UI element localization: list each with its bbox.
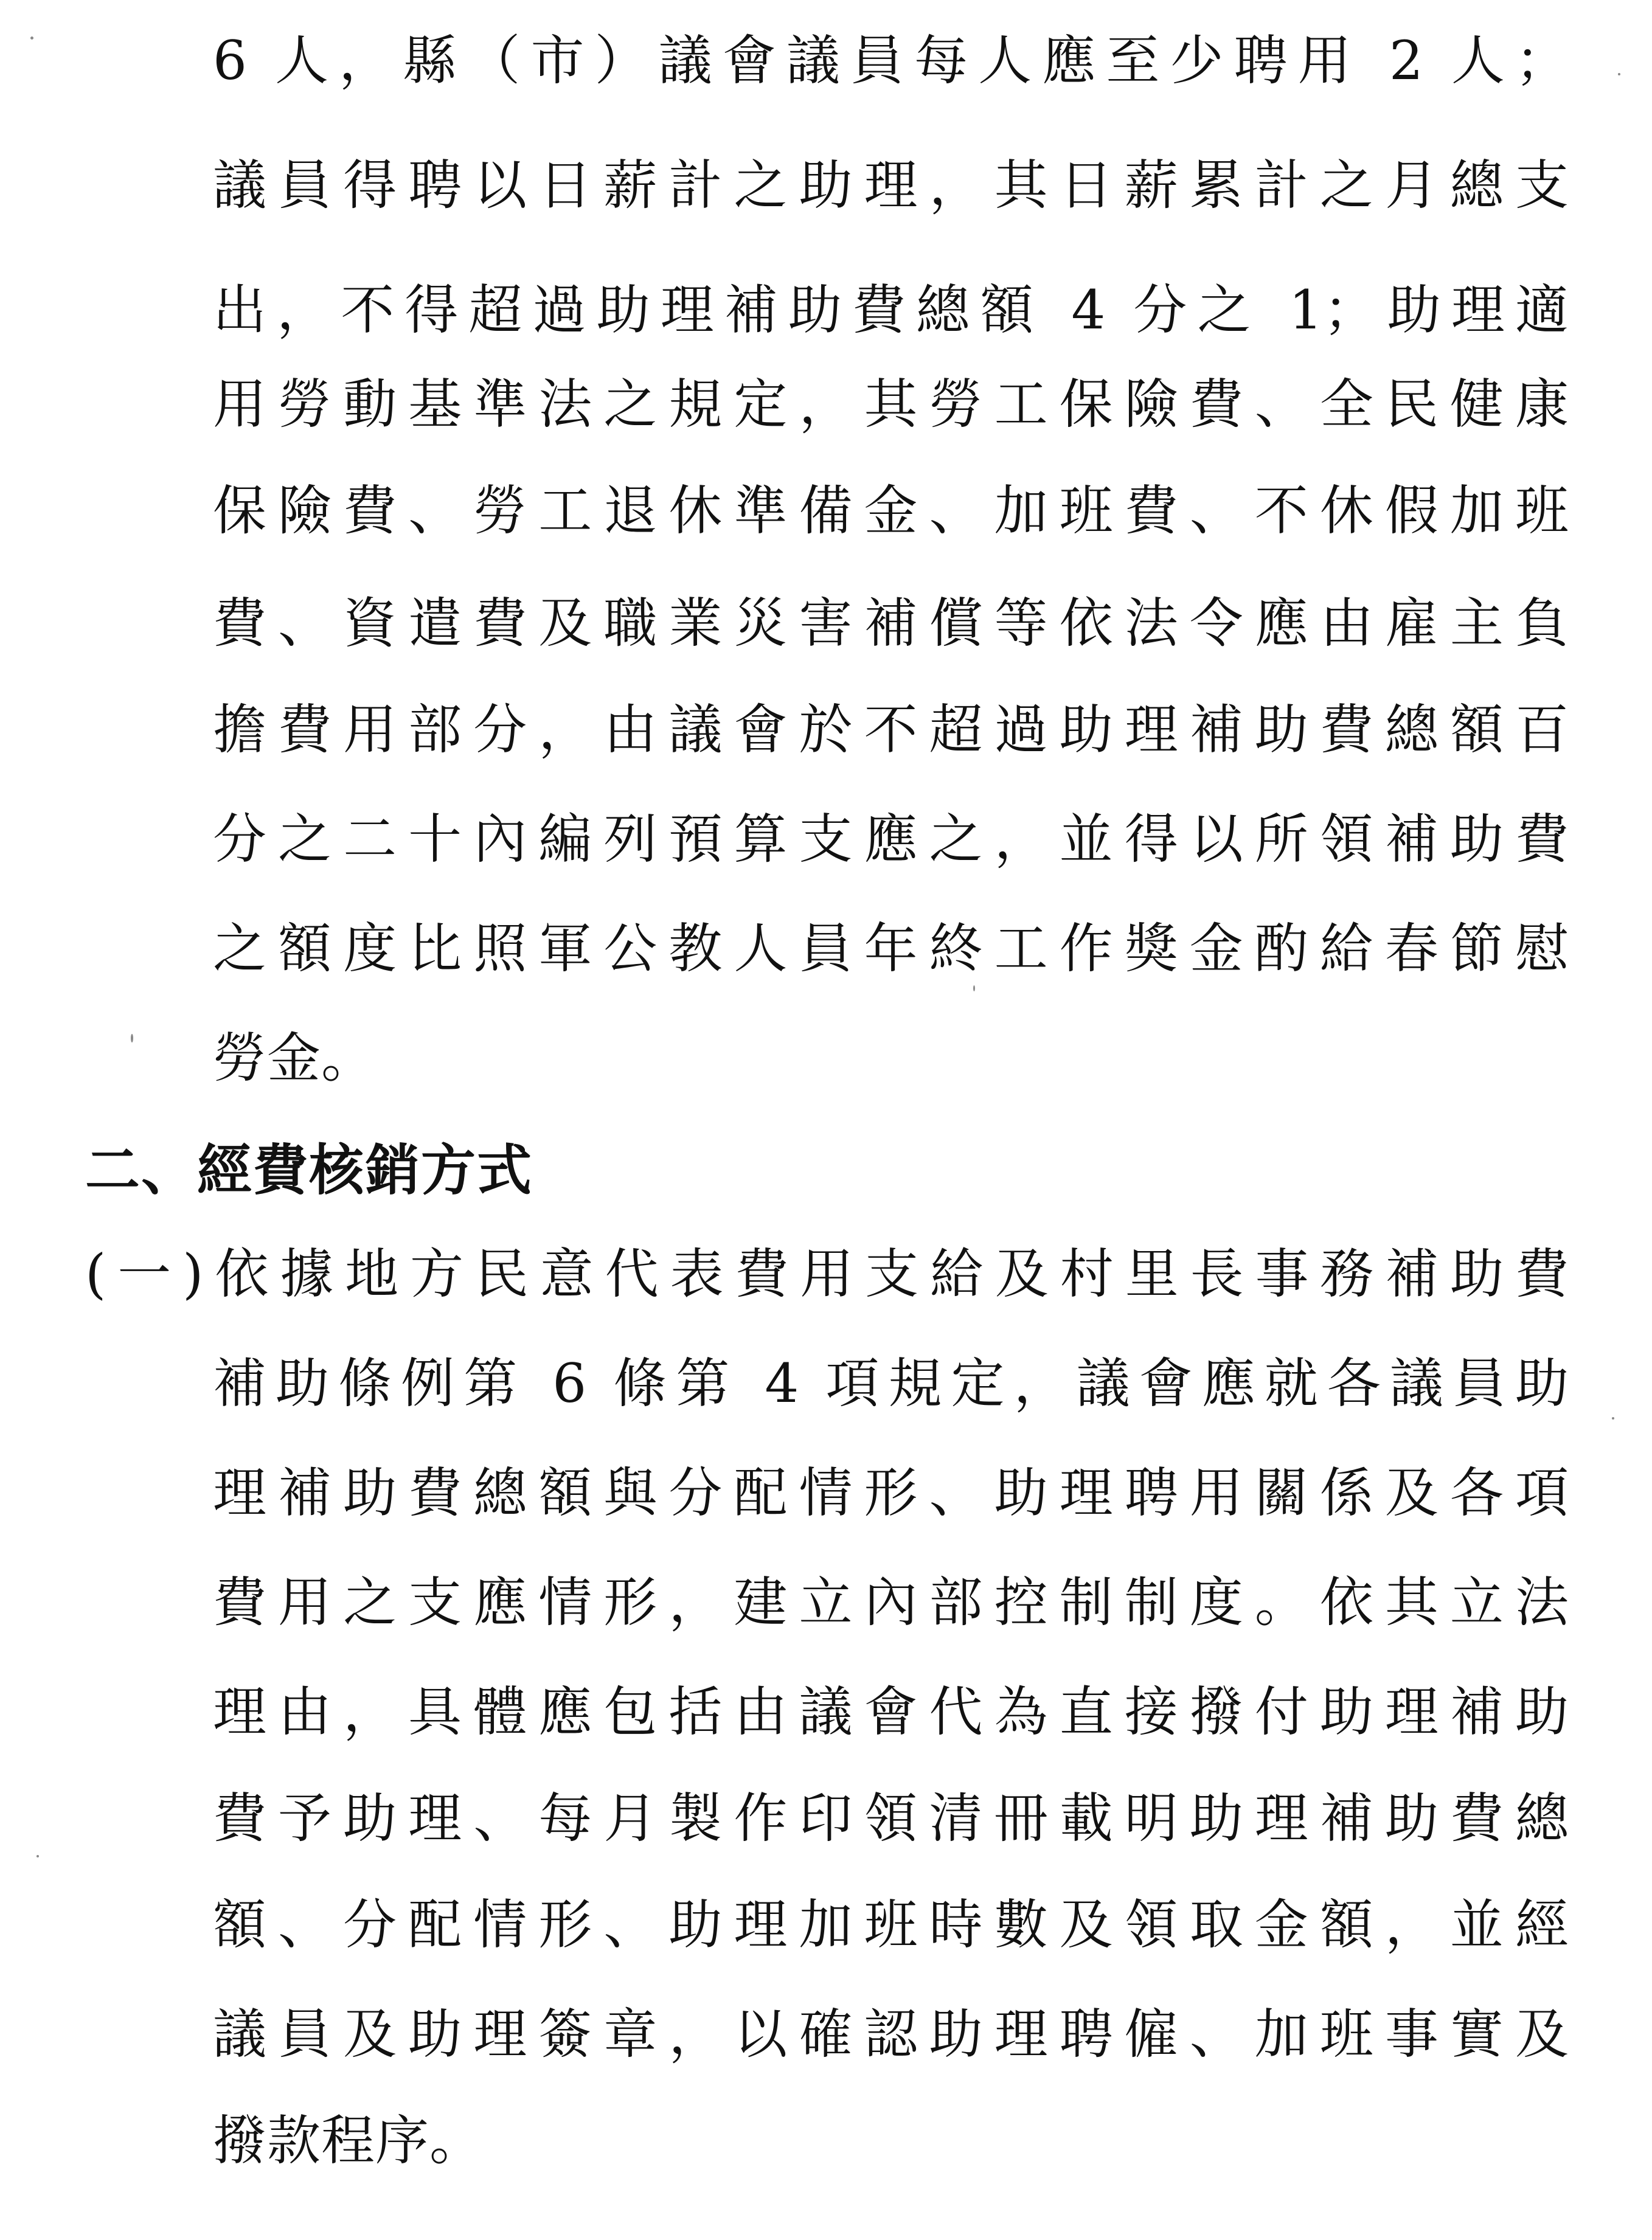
- paragraph-line-4: 用勞動基準法之規定，其勞工保險費、全民健康: [213, 373, 1569, 435]
- scan-speck: [1612, 1417, 1614, 1420]
- scan-speck: [1618, 73, 1620, 75]
- paragraph-line-5: 保險費、勞工退休準備金、加班費、不休假加班: [213, 479, 1569, 542]
- item-one-line-6: 額、分配情形、助理加班時數及領取金額，並經: [213, 1893, 1569, 1956]
- paragraph-line-1: 6 人，縣（市）議會議員每人應至少聘用 2 人；: [213, 29, 1569, 92]
- item-one-line-8: 撥款程序。: [213, 2109, 484, 2172]
- item-one-line-3: 費用之支應情形，建立內部控制制度。依其立法: [213, 1571, 1569, 1634]
- paragraph-line-6: 費、資遣費及職業災害補償等依法令應由雇主負: [213, 592, 1569, 654]
- paragraph-line-10: 勞金。: [213, 1027, 376, 1089]
- scan-speck: [36, 1855, 39, 1857]
- item-one-lead-line: (一)依據地方民意代表費用支給及村里長事務補助費: [85, 1243, 1569, 1305]
- item-one-line-7: 議員及助理簽章，以確認助理聘僱、加班事實及: [213, 2003, 1569, 2065]
- scan-speck: [131, 1034, 133, 1042]
- section-heading: 二、經費核銷方式: [85, 1139, 533, 1202]
- scan-speck: [30, 36, 33, 40]
- scan-speck: [973, 985, 975, 991]
- paragraph-line-3: 出，不得超過助理補助費總額 4 分之 1；助理適: [213, 279, 1569, 341]
- item-one-line-4: 理由，具體應包括由議會代為直接撥付助理補助: [213, 1680, 1569, 1743]
- item-one-line-5: 費予助理、每月製作印領清冊載明助理補助費總: [213, 1787, 1569, 1850]
- item-one-line-2: 理補助費總額與分配情形、助理聘用關係及各項: [213, 1462, 1569, 1524]
- paragraph-line-2: 議員得聘以日薪計之助理，其日薪累計之月總支: [213, 154, 1569, 217]
- paragraph-line-9: 之額度比照軍公教人員年終工作獎金酌給春節慰: [213, 917, 1569, 980]
- paragraph-line-8: 分之二十內編列預算支應之，並得以所領補助費: [213, 808, 1569, 870]
- item-one-line-1: 補助條例第 6 條第 4 項規定，議會應就各議員助: [213, 1352, 1569, 1415]
- paragraph-line-7: 擔費用部分，由議會於不超過助理補助費總額百: [213, 698, 1569, 761]
